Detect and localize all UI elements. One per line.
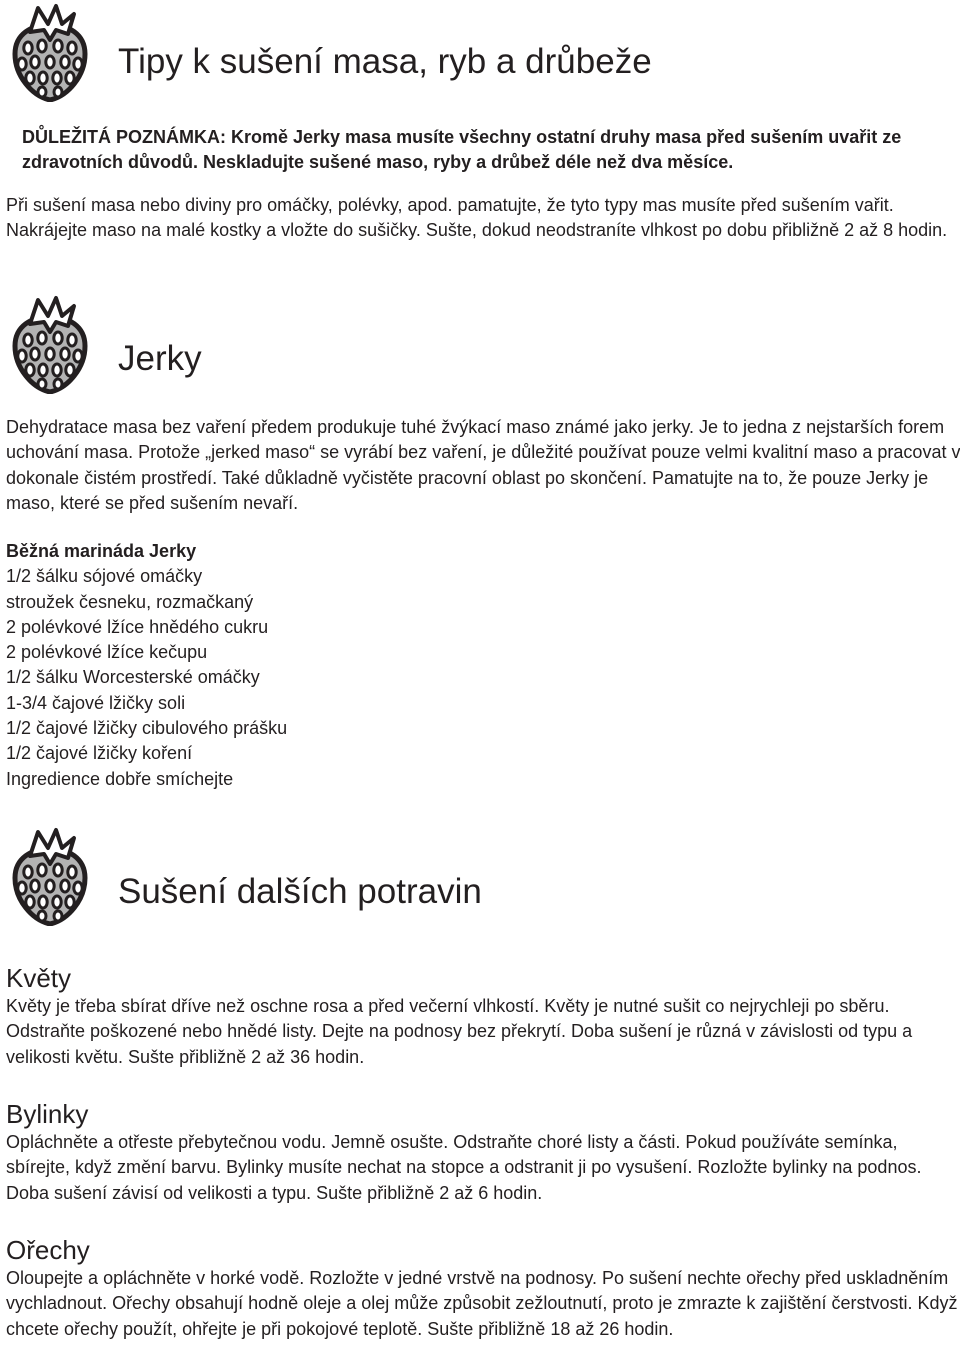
recipe-line: 2 polévkové lžíce hnědého cukru [6,616,269,637]
section-text-orechy: Oloupejte a opláchněte v horké vodě. Rozložte v jedné vrstvě na podnosy. Po sušení nechte ořechy před uskladněním vychladnout. Ořechy obsahují hodně oleje a olej může způsobit zežloutnutí, proto je zmrazte k zajištění čerstvosti. Když chcete ořechy použít, ohřejte je při pokojové teplotě. Sušte přibližně 18 až 26 hodin. [6,1268,958,1339]
recipe-line: 1/2 šálku Worcesterské omáčky [6,667,260,688]
recipe-line: 1/2 šálku sójové omáčky [6,566,203,587]
recipe-line: 1/2 čajové lžičky cibulového prášku [6,718,288,739]
jerky-paragraph: Dehydratace masa bez vaření předem produkuje tuhé žvýkací maso známé jako jerky. Je to jedna z nejstarších forem uchování masa. Protože „jerked maso“ se vyrábí bez vaření, je důležité používat pouze velmi kvalitní maso a pracovat v dokonale čistém prostředí. Také důkladně vyčistěte pracovní oblast po skončení. Pamatujte na to, že pouze Jerky je maso, které se před sušením nevaří. [6,417,960,514]
recipe-line: 2 polévkové lžíce kečupu [6,642,208,663]
strawberry-icon [8,294,92,394]
recipe-line: 1/2 čajové lžičky koření [6,743,193,764]
recipe-line: stroužek česneku, rozmačkaný [6,591,254,612]
recipe-title: Běžná marináda Jerky [6,541,197,561]
important-note: DŮLEŽITÁ POZNÁMKA: Kromě Jerky masa musíte všechny ostatní druhy masa před sušením uvařit ze zdravotních důvodů. Neskladujte sušené maso, ryby a drůbež déle než dva měsíce. [22,127,902,173]
page-title: Tipy k sušení masa, ryb a drůbeže [118,42,652,81]
section-heading-orechy: Ořechy [6,1235,90,1265]
recipe-block [6,539,506,792]
strawberry-icon [8,826,92,926]
recipe-line: Ingredience dobře smíchejte [6,768,234,789]
section-text-kvety: Květy je třeba sbírat dříve než oschne rosa a před večerní vlhkostí. Květy je nutné sušit co nejrychleji po sběru. Odstraňte poškozené nebo hnědé listy. Dejte na podnosy bez překrytí. Doba sušení je různá v závislosti od typu a velikosti květu. Sušte přibližně 2 až 36 hodin. [6,996,913,1067]
intro-paragraph: Při sušení masa nebo diviny pro omáčky, polévky, apod. pamatujte, že tyto typy mas musíte před sušením vařit. Nakrájejte maso na malé kostky a vložte do sušičky. Sušte, dokud neodstraníte vlhkost po dobu přibližně 2 až 8 hodin. [6,195,948,241]
jerky-heading: Jerky [118,339,202,378]
section-heading-bylinky: Bylinky [6,1099,89,1129]
strawberry-icon [8,2,92,102]
other-heading: Sušení dalších potravin [118,872,482,911]
section-text-bylinky: Opláchněte a otřeste přebytečnou vodu. Jemně osušte. Odstraňte choré listy a části. Pokud používáte semínka, sbírejte, když změní barvu. Bylinky musíte nechat na stopce a odstranit ji po vysušení. Rozložte bylinky na podnos. Doba sušení závisí od velikosti a typu. Sušte přibližně 2 až 6 hodin. [6,1132,922,1203]
section-heading-kvety: Květy [6,963,72,993]
recipe-line: 1-3/4 čajové lžičky soli [6,692,186,713]
